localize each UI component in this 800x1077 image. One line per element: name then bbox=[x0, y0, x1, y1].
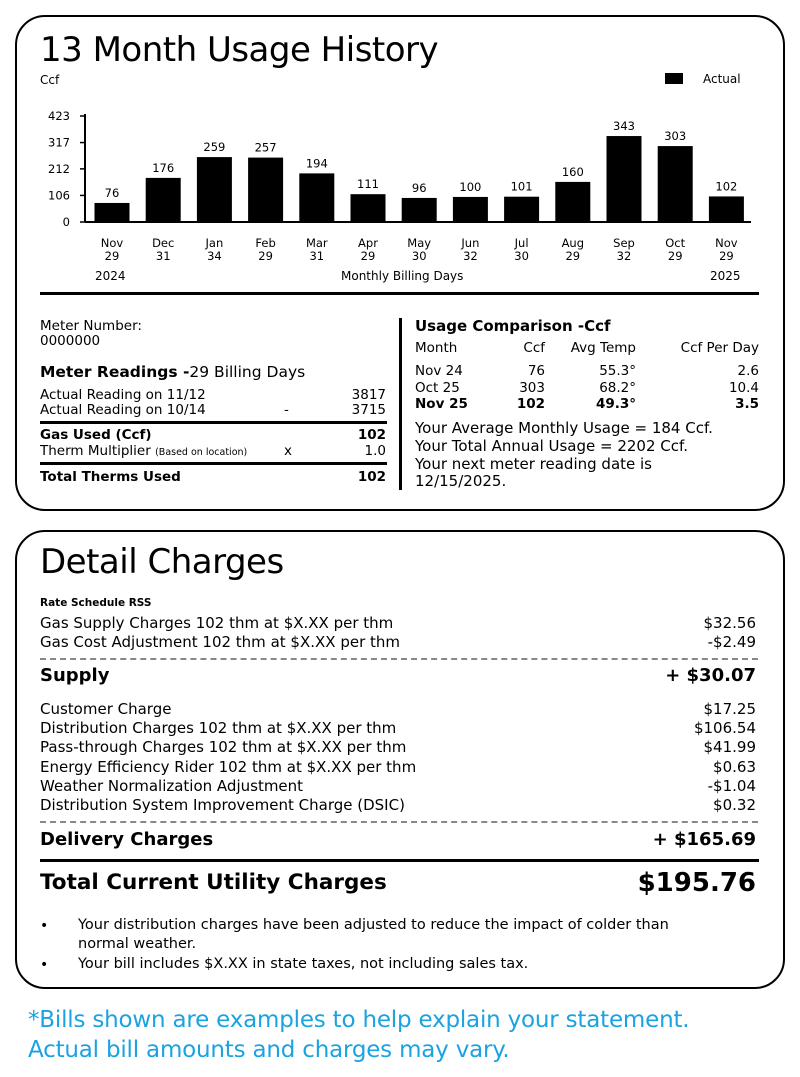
total-therms-label: Total Therms Used bbox=[40, 469, 181, 485]
billing-days-label: 32 bbox=[616, 249, 632, 263]
meter-number-value: 0000000 bbox=[40, 333, 101, 349]
bar bbox=[248, 158, 283, 222]
x-tick-label: May bbox=[407, 236, 432, 250]
reading-row-2-value: 3715 bbox=[351, 402, 386, 418]
y-tick-label: 212 bbox=[48, 161, 70, 176]
billing-days-label: 30 bbox=[411, 249, 427, 263]
meter-divider-1 bbox=[40, 421, 387, 424]
reading-row-1-label: Actual Reading on 11/12 bbox=[40, 387, 206, 403]
billing-days-label: 32 bbox=[463, 249, 478, 263]
billing-days-label: 29 bbox=[360, 249, 376, 263]
total-charges-label: Total Current Utility Charges bbox=[40, 870, 387, 895]
delivery-item-label: Distribution System Improvement Charge (DSIC) bbox=[40, 796, 405, 814]
next-reading-date: 12/15/2025. bbox=[415, 472, 507, 490]
comparison-header-ccf-per-day: Ccf Per Day bbox=[680, 340, 759, 356]
delivery-item-label: Energy Efficiency Rider 102 thm at $X.XX per thm bbox=[40, 757, 417, 776]
billing-days-label: 29 bbox=[258, 249, 273, 263]
billing-days-label: 29 bbox=[719, 249, 734, 263]
supply-total: + $30.07 bbox=[665, 665, 756, 686]
delivery-item-amount: $0.32 bbox=[713, 796, 756, 814]
bar bbox=[453, 197, 488, 222]
supply-item-amount: -$2.49 bbox=[707, 633, 756, 651]
bar-data-label: 96 bbox=[411, 180, 427, 195]
bar-data-label: 76 bbox=[104, 185, 120, 200]
bar bbox=[658, 146, 693, 222]
total-annual-usage: Your Total Annual Usage = 2202 Ccf. bbox=[415, 437, 688, 455]
comparison-row-2-ccf: 303 bbox=[519, 380, 545, 396]
delivery-item-amount: -$1.04 bbox=[707, 776, 756, 795]
comparison-row-3-temp: 49.3° bbox=[595, 396, 636, 412]
y-tick-label: 106 bbox=[48, 188, 70, 203]
year-start-label: 2024 bbox=[95, 269, 126, 283]
reading-row-2-label: Actual Reading on 10/14 bbox=[40, 402, 206, 418]
delivery-item-amount: $0.63 bbox=[713, 757, 756, 776]
y-axis-unit-label: Ccf bbox=[40, 73, 60, 87]
delivery-item-amount: $41.99 bbox=[703, 738, 756, 757]
delivery-item-label: Customer Charge bbox=[40, 700, 172, 718]
disclaimer: *Bills shown are examples to help explain your statement. Actual bill amounts and charges may vary. bbox=[28, 1007, 690, 1063]
comparison-row-2-month: Oct 25 bbox=[415, 380, 460, 396]
x-tick-label: Jan bbox=[205, 236, 224, 250]
x-tick-label: Oct bbox=[665, 236, 686, 250]
chart-divider bbox=[40, 292, 759, 295]
y-tick-label: 317 bbox=[48, 135, 70, 150]
bar bbox=[95, 203, 130, 222]
x-tick-label: Feb bbox=[255, 236, 276, 250]
supply-label: Supply bbox=[40, 665, 110, 686]
delivery-item-label: Pass-through Charges 102 thm at $X.XX per thm bbox=[40, 738, 407, 757]
delivery-item-amount: $106.54 bbox=[693, 719, 756, 738]
bar-data-label: 160 bbox=[561, 164, 584, 179]
supply-item-amount: $32.56 bbox=[703, 614, 756, 632]
therm-multiplier-operator: x bbox=[284, 443, 292, 459]
delivery-item-label: Weather Normalization Adjustment bbox=[40, 776, 304, 795]
bar-data-label: 101 bbox=[510, 179, 533, 194]
next-reading-line-1: Your next meter reading date is bbox=[415, 455, 652, 473]
comparison-row-3-ccf: 102 bbox=[516, 396, 545, 412]
bar-data-label: 176 bbox=[152, 160, 175, 175]
note-1: Your distribution charges have been adjusted to reduce the impact of colder than normal weather. bbox=[78, 917, 669, 952]
x-tick-label: Jun bbox=[461, 236, 480, 250]
comparison-row-3-month: Nov 25 bbox=[415, 396, 468, 412]
billing-days-label: 29 bbox=[667, 249, 683, 263]
gas-used-value: 102 bbox=[357, 427, 386, 443]
bar-data-label: 257 bbox=[254, 140, 277, 155]
total-therms-value: 102 bbox=[357, 469, 386, 485]
charges-title: Detail Charges bbox=[40, 542, 284, 582]
comparison-title: Usage Comparison -Ccf bbox=[415, 317, 611, 335]
rate-schedule-label: Rate Schedule RSS bbox=[40, 597, 152, 609]
bar-data-label: 343 bbox=[613, 119, 635, 134]
billing-days-label: 31 bbox=[309, 249, 325, 263]
bar bbox=[709, 196, 744, 222]
comparison-header-ccf: Ccf bbox=[523, 340, 545, 356]
x-tick-label: Nov bbox=[100, 236, 124, 250]
average-monthly-usage: Your Average Monthly Usage = 184 Ccf. bbox=[415, 419, 713, 437]
x-tick-label: Jul bbox=[514, 236, 529, 250]
comparison-row-1-month: Nov 24 bbox=[415, 363, 463, 379]
comparison-row-2-temp: 68.2° bbox=[599, 380, 636, 396]
supply-item-label: Gas Cost Adjustment 102 thm at $X.XX per thm bbox=[40, 633, 400, 651]
billing-days-label: 29 bbox=[104, 249, 120, 263]
usage-title: 13 Month Usage History bbox=[40, 30, 439, 70]
bar-data-label: 259 bbox=[203, 140, 226, 155]
delivery-charges-total: + $165.69 bbox=[652, 829, 756, 850]
therm-multiplier-value: 1.0 bbox=[364, 443, 386, 459]
bar-data-label: 303 bbox=[664, 129, 687, 144]
y-tick-label: 0 bbox=[62, 215, 70, 229]
x-tick-label: Mar bbox=[305, 236, 328, 250]
bar bbox=[504, 197, 539, 222]
total-divider bbox=[40, 859, 759, 862]
legend-label: Actual bbox=[703, 72, 741, 86]
bar bbox=[555, 182, 590, 222]
x-tick-label: Aug bbox=[561, 236, 585, 250]
note-2: Your bill includes $X.XX in state taxes, not including sales tax. bbox=[78, 956, 529, 972]
reading-row-1-value: 3817 bbox=[351, 387, 386, 403]
billing-days-label: 30 bbox=[514, 249, 529, 263]
comparison-row-3-per-day: 3.5 bbox=[735, 396, 759, 412]
delivery-dashed-divider bbox=[40, 821, 758, 823]
note-1-bullet: • bbox=[40, 918, 49, 934]
billing-days-label: 29 bbox=[565, 249, 581, 263]
supply-item-label: Gas Supply Charges 102 thm at $X.XX per thm bbox=[40, 614, 394, 632]
bar bbox=[146, 178, 181, 222]
bar bbox=[607, 136, 642, 222]
y-tick-label: 423 bbox=[48, 109, 70, 123]
x-tick-label: Nov bbox=[715, 236, 738, 250]
reading-row-2-operator: - bbox=[284, 402, 289, 418]
bar bbox=[299, 173, 334, 222]
comparison-header-avg-temp: Avg Temp bbox=[570, 340, 636, 356]
x-tick-label: Apr bbox=[358, 236, 378, 250]
comparison-row-1-per-day: 2.6 bbox=[737, 363, 759, 379]
billing-days-caption: Monthly Billing Days bbox=[341, 269, 464, 283]
comparison-row-2-per-day: 10.4 bbox=[728, 380, 759, 396]
x-tick-label: Dec bbox=[152, 236, 175, 250]
note-2-bullet: • bbox=[40, 957, 49, 973]
supply-dashed-divider bbox=[40, 658, 758, 660]
section-vertical-divider bbox=[399, 318, 402, 490]
therm-multiplier-row: Therm Multiplier (Based on location) bbox=[40, 443, 248, 459]
usage-chart bbox=[0, 0, 800, 300]
bar bbox=[402, 198, 437, 222]
x-tick-label: Sep bbox=[613, 236, 635, 250]
bar-data-label: 111 bbox=[357, 177, 379, 192]
meter-divider-2 bbox=[40, 462, 387, 465]
bar-data-label: 100 bbox=[459, 179, 482, 194]
meter-number-label: Meter Number: bbox=[40, 318, 142, 334]
meter-readings-heading: Meter Readings -29 Billing Days bbox=[40, 363, 306, 381]
total-charges-value: $195.76 bbox=[637, 868, 756, 898]
delivery-item-label: Distribution Charges 102 thm at $X.XX per thm bbox=[40, 719, 397, 738]
year-end-label: 2025 bbox=[710, 269, 741, 283]
bar bbox=[197, 157, 232, 222]
delivery-charges-label: Delivery Charges bbox=[40, 829, 214, 850]
comparison-header-month: Month bbox=[415, 340, 458, 356]
bar-data-label: 102 bbox=[715, 179, 738, 194]
delivery-item-amount: $17.25 bbox=[703, 700, 756, 718]
comparison-row-1-temp: 55.3° bbox=[599, 363, 636, 379]
billing-days-label: 31 bbox=[155, 249, 171, 263]
bar-data-label: 194 bbox=[305, 156, 328, 171]
comparison-row-1-ccf: 76 bbox=[527, 363, 545, 379]
billing-days-label: 34 bbox=[207, 249, 222, 263]
gas-used-label: Gas Used (Ccf) bbox=[40, 427, 152, 443]
bar bbox=[351, 194, 386, 222]
